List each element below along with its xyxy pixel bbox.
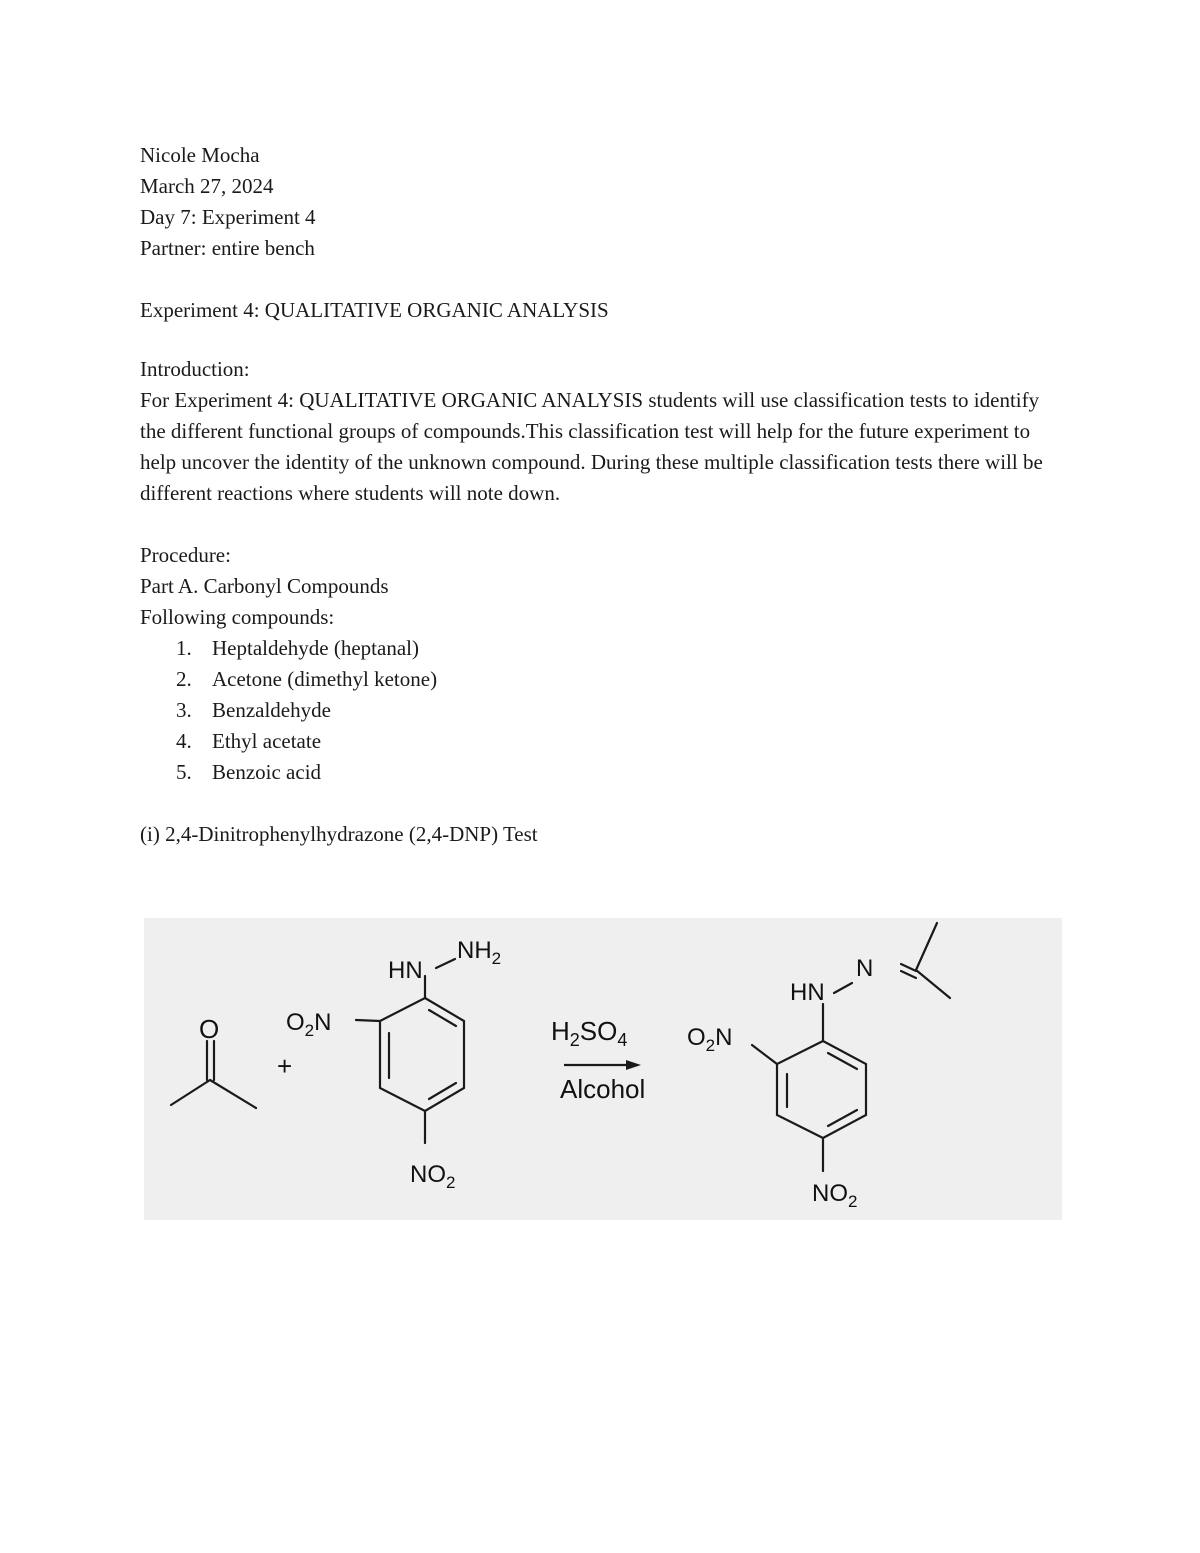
product-inner-bond-3 xyxy=(828,1110,857,1126)
product-para-nitro-subscript: 2 xyxy=(848,1192,858,1211)
reaction-arrow-head xyxy=(626,1060,641,1070)
dnph-ortho-nitro-bond xyxy=(356,1020,380,1021)
partner-label: Partner: entire bench xyxy=(140,236,315,260)
product-n-label: N xyxy=(856,955,874,982)
dnph-nh-subscript: 2 xyxy=(491,949,502,968)
hydrazone-structure xyxy=(752,923,950,1171)
list-item-label: Acetone (dimethyl ketone) xyxy=(212,667,438,691)
plus-sign: + xyxy=(277,1051,293,1081)
part-a-heading: Part A. Carbonyl Compounds xyxy=(140,574,389,598)
experiment-title: Experiment 4: QUALITATIVE ORGANIC ANALYSIS xyxy=(140,298,609,322)
product-para-nitro-text: NO xyxy=(812,1180,848,1207)
product-nitro-o-text: O xyxy=(687,1024,706,1051)
product-methyl-bond-up xyxy=(916,923,937,970)
report-date: March 27, 2024 xyxy=(140,174,274,198)
dnph-ortho-nitro-label xyxy=(286,1009,331,1040)
introduction-body: For Experiment 4: QUALITATIVE ORGANIC ANALYSIS students will use classification tests to identify the different functional groups of compounds.This classification test will help for the future experiment to help uncover the identity of the unknown compound. During these multiple classification tests there will be different reactions where students will note down. xyxy=(140,388,1043,505)
list-item xyxy=(176,757,1070,788)
list-item-label: Ethyl acetate xyxy=(212,729,322,753)
dnph-para-nitro-label xyxy=(410,1161,455,1192)
para-nitro-text: NO xyxy=(410,1161,446,1188)
product-methyl-bond-down xyxy=(916,970,950,998)
solvent-label: Alcohol xyxy=(560,1074,646,1104)
product-ortho-nitro-label xyxy=(687,1024,732,1055)
product-cn-double-bond-1 xyxy=(901,964,916,971)
list-item-number: 4. xyxy=(176,729,192,753)
reaction-scheme xyxy=(144,918,1062,1220)
day-label: Day 7: Experiment 4 xyxy=(140,205,316,229)
list-item-number: 1. xyxy=(176,636,192,660)
list-item xyxy=(176,633,1070,664)
acetone-oxygen-label: O xyxy=(199,1014,220,1044)
list-item-number: 5. xyxy=(176,760,192,784)
dnph-hn-label: HN xyxy=(388,957,423,984)
dnph-nh2-label xyxy=(457,937,501,968)
product-nitro-o-subscript: 2 xyxy=(705,1036,716,1055)
methyl-bond-right xyxy=(210,1080,256,1108)
list-item-label: Benzoic acid xyxy=(212,760,322,784)
dnph-nh-text: NH xyxy=(457,937,492,964)
dnph-inner-bond-3 xyxy=(429,1083,456,1099)
compound-list xyxy=(140,633,1070,788)
catalyst-label xyxy=(551,1016,627,1050)
product-para-nitro-label xyxy=(812,1180,857,1211)
catalyst-so-text: SO xyxy=(579,1016,618,1046)
product-cn-double-bond-2 xyxy=(901,971,916,978)
dnph-inner-bond-2 xyxy=(429,1010,456,1026)
acetone-structure xyxy=(171,1041,256,1108)
list-item xyxy=(176,664,1070,695)
product-ortho-nitro-bond xyxy=(752,1045,777,1064)
author-name: Nicole Mocha xyxy=(140,143,260,167)
catalyst-h-text: H xyxy=(551,1016,570,1046)
list-item-number: 3. xyxy=(176,698,192,722)
nitro-o-text: O xyxy=(286,1009,305,1036)
lab-report-text xyxy=(140,140,1070,850)
dnph-benzene-ring xyxy=(380,998,464,1111)
dnph-nn-bond xyxy=(436,959,455,968)
list-item xyxy=(176,695,1070,726)
catalyst-h-subscript: 2 xyxy=(569,1030,580,1050)
product-hn-label: HN xyxy=(790,979,825,1006)
procedure-heading: Procedure: xyxy=(140,543,231,567)
list-item-number: 2. xyxy=(176,667,192,691)
catalyst-so-subscript: 4 xyxy=(617,1030,628,1050)
dnph-structure xyxy=(356,959,464,1143)
list-item-label: Benzaldehyde xyxy=(212,698,331,722)
nitro-o-subscript: 2 xyxy=(304,1021,315,1040)
product-benzene-ring xyxy=(777,1041,866,1138)
nitro-n-text: N xyxy=(314,1009,332,1036)
list-item-label: Heptaldehyde (heptanal) xyxy=(212,636,419,660)
reaction-scheme-figure xyxy=(144,918,1062,1220)
product-nitro-n-text: N xyxy=(715,1024,733,1051)
dnp-test-title: (i) 2,4-Dinitrophenylhydrazone (2,4-DNP) Test xyxy=(140,822,538,846)
product-nn-bond xyxy=(834,983,852,993)
list-item xyxy=(176,726,1070,757)
introduction-heading: Introduction: xyxy=(140,357,250,381)
para-nitro-subscript: 2 xyxy=(446,1173,456,1192)
product-inner-bond-2 xyxy=(828,1053,857,1069)
methyl-bond-left xyxy=(171,1080,210,1105)
compounds-heading: Following compounds: xyxy=(140,605,335,629)
